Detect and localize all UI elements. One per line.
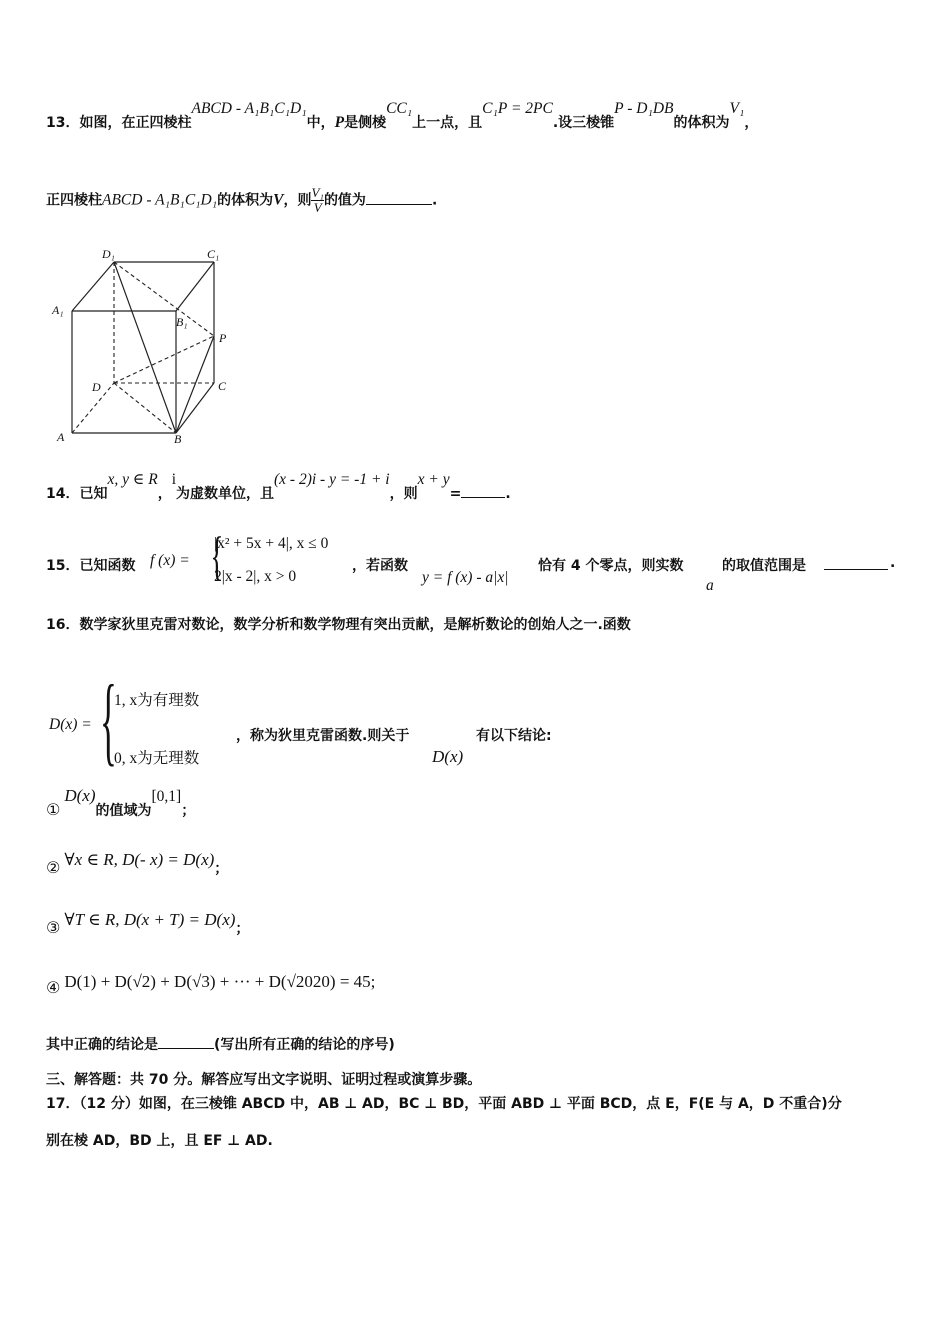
q13-prism: ABCD - A₁B₁C₁D₁ (191, 100, 307, 117)
q13-line1 (46, 100, 759, 132)
q13-edge: CC₁ (386, 100, 413, 117)
q13-text: 的体积为 (217, 192, 274, 209)
label-p: P (219, 331, 227, 345)
answer-blank[interactable] (824, 555, 888, 570)
q16-dx: D(x) = (49, 716, 92, 733)
q17-line1: 17．（12 分）如图，在三棱锥 ABCD 中，AB ⊥ AD，BC ⊥ BD，平面 ABD ⊥ 平面 BCD，点 E，F(E 与 A，D 不重合)分 (46, 1096, 842, 1112)
q13-text: 是侧棱 (344, 115, 387, 131)
label-d1: D₁ (102, 247, 115, 261)
q15-case1: |x² + 5x + 4|, x ≤ 0 (214, 535, 329, 552)
q16-answer-line (46, 1034, 395, 1054)
statement-text: ； (235, 921, 250, 937)
edge-d1-b (114, 262, 176, 433)
q14-text: ， (157, 486, 172, 502)
q14-equation: (x - 2)i - y = -1 + i (274, 471, 390, 488)
answer-blank[interactable] (366, 190, 432, 205)
label-a: A (57, 430, 65, 444)
hidden-edge (114, 262, 214, 336)
q13-v1: V₁ (729, 100, 745, 117)
q15-case2: 2|x - 2|, x > 0 (214, 568, 297, 585)
q16-dx2: D(x) (432, 747, 464, 766)
edge (72, 262, 114, 311)
prism-figure (44, 240, 244, 450)
label-c: C (218, 379, 227, 393)
q13-text: 的体积为 (673, 115, 730, 131)
hidden-edge (114, 336, 214, 383)
label-d: D (92, 380, 101, 394)
q16-text: ，称为狄里克雷函数.则关于 (236, 728, 410, 744)
q14-text: = (449, 486, 462, 502)
q16-brace: { (100, 664, 117, 775)
q14-text: . (505, 486, 511, 502)
q15-number: 15．已知函数 (46, 558, 136, 574)
q13-text: 中， (306, 115, 335, 131)
q15-g: y = f (x) - a|x| (422, 569, 509, 586)
q16-text: 有以下结论: (476, 728, 552, 744)
q16-statement-4 (46, 972, 376, 998)
q17-line2: 别在棱 AD，BD 上，且 EF ⊥ AD. (46, 1133, 273, 1149)
q16-definition (46, 664, 926, 780)
q13-number: 13．如图，在正四棱柱 (46, 115, 192, 131)
section-heading: 三、解答题：共 70 分。解答应写出文字说明、证明过程或演算步骤。 (46, 1072, 482, 1088)
q13-line2 (46, 186, 437, 215)
q15-text: ，若函数 (352, 558, 408, 574)
q13-text: . (431, 192, 438, 209)
label-b: B (174, 432, 182, 446)
statement-expr: ∀T ∈ R, D(x + T) = D(x) (64, 910, 236, 929)
q13-prism-2: ABCD - A₁B₁C₁D₁ (102, 191, 218, 209)
q16-statement-1 (46, 786, 196, 820)
q16-case1: 1, x为有理数 (114, 692, 200, 709)
q15-fx: f (x) = (150, 552, 190, 569)
statement-text: 的值域为 (95, 803, 152, 819)
q16-statement-2 (46, 850, 229, 878)
q16-statement-3 (46, 910, 250, 938)
statement-marker: ② (46, 858, 61, 877)
q15-block (46, 526, 926, 594)
frac-numerator: V₁ (311, 185, 324, 200)
q16-text: 其中正确的结论是 (46, 1037, 158, 1053)
q15-a: a (706, 577, 714, 594)
statement-marker: ① (46, 800, 61, 819)
q15-brace: { (210, 526, 224, 586)
edge-p-b (176, 336, 214, 433)
label-c1: C₁ (207, 247, 220, 261)
q13-text: 正四棱柱 (46, 192, 102, 209)
q13-text: ， (744, 115, 759, 131)
q16-text: (写出所有正确的结论的序号) (214, 1037, 395, 1053)
q14-expression: x + y (417, 471, 450, 488)
statement-text: ； (181, 803, 196, 819)
q13-text: .设三棱锥 (552, 115, 615, 131)
q13-text: 的值为 (323, 192, 366, 209)
q13-text: ，则 (283, 192, 312, 209)
q13-volume: V (273, 191, 284, 209)
edge (176, 262, 214, 311)
statement-expr: D(x) (64, 786, 96, 805)
q14-number: 14．已知 (46, 486, 108, 502)
q15-text: 恰有 4 个零点，则实数 (538, 558, 684, 574)
answer-blank[interactable] (461, 483, 505, 498)
statement-expr: D(1) + D(√2) + D(√3) + ··· + D(√2020) = 45; (64, 972, 376, 991)
q13-text: 上一点，且 (412, 115, 483, 131)
q15-text: . (890, 555, 896, 571)
statement-marker: ④ (46, 978, 61, 997)
q16-intro: 16．数学家狄里克雷对数论，数学分析和数学物理有突出贡献，是解析数论的创始人之一.函数 (46, 617, 631, 633)
statement-text: ； (214, 861, 229, 877)
statement-expr: ∀x ∈ R, D(- x) = D(x) (64, 850, 215, 869)
q14-imaginary-unit: i (171, 471, 176, 488)
q13-fraction (311, 186, 323, 215)
q13-relation: C₁P = 2PC (482, 100, 553, 117)
answer-blank[interactable] (158, 1034, 214, 1049)
q13-pyramid: P - D₁DB (614, 100, 674, 117)
label-a1: A₁ (52, 303, 64, 317)
q13-point-p: P (334, 114, 345, 131)
frac-denominator: V (313, 200, 322, 215)
q15-text: 的取值范围是 (722, 558, 806, 574)
label-b1: B₁ (176, 315, 188, 329)
edge (176, 383, 214, 433)
q14-text: 为虚数单位，且 (176, 486, 274, 502)
q16-case2: 0, x为无理数 (114, 750, 200, 767)
q14-condition: x, y ∈ R (107, 471, 158, 488)
statement-range: [0,1] (151, 788, 182, 805)
q14-text: ，则 (389, 486, 418, 502)
statement-marker: ③ (46, 918, 61, 937)
q14-line (46, 471, 511, 503)
